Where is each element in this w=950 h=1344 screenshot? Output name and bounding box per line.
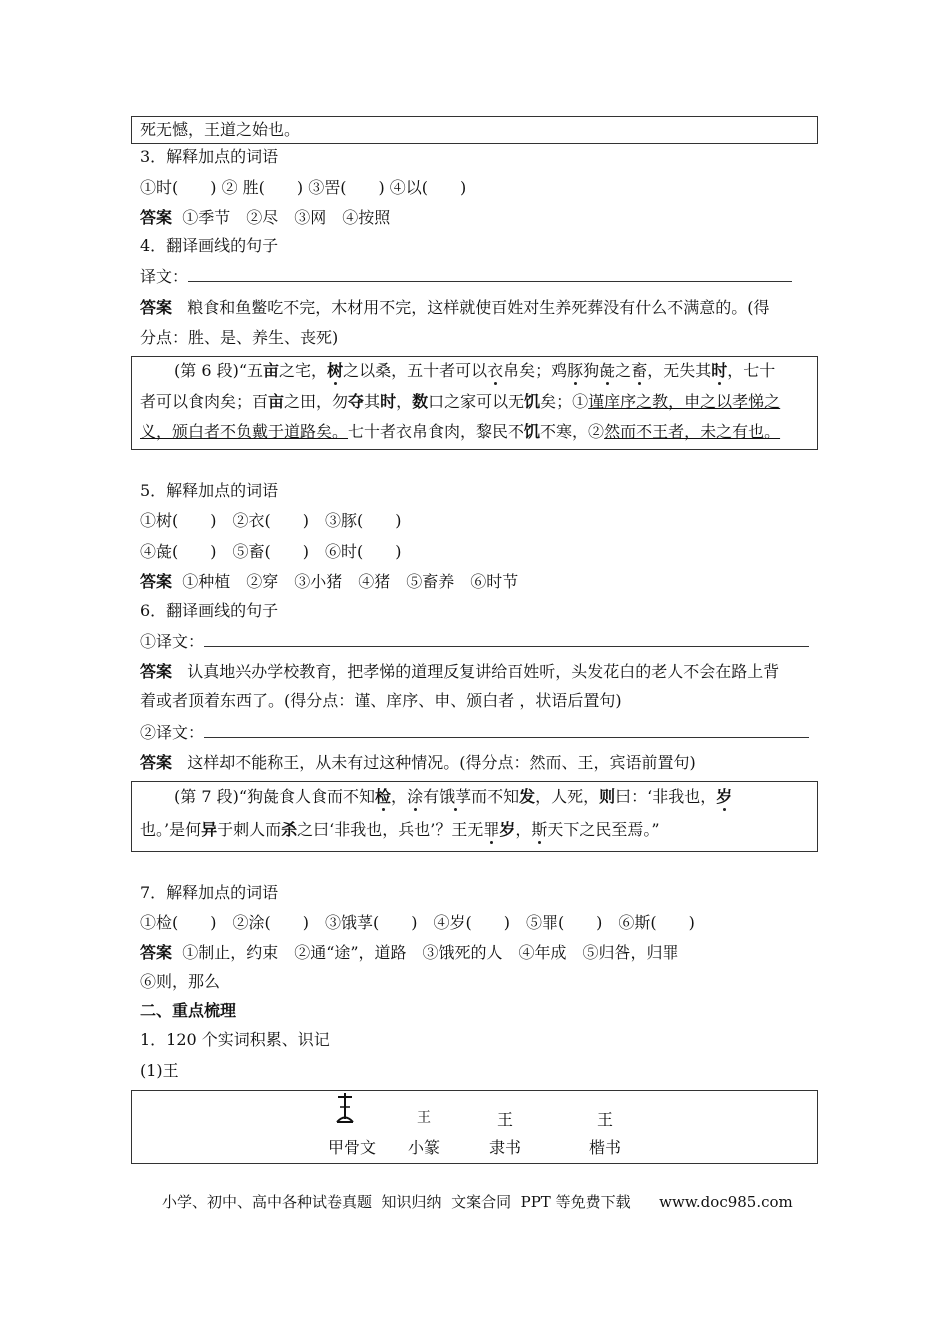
p6-text: 之 [615,361,632,380]
answer-label: 答案 [140,572,173,591]
q6-title: 6．翻译画线的句子 [140,601,279,620]
page-footer: 小学、初中、高中各种试卷真题 知识归纳 文案合同 PPT 等免费下载 www.doc985.com [162,1193,793,1211]
q5-items-2: ④彘( ) ⑤畜( ) ⑥时( ) [140,542,402,561]
p7-dotted-word: 检 [375,787,392,806]
box-top-text: 死无憾，王道之始也。 [140,120,301,139]
p7-bold: 杀 [281,820,298,839]
q4-title: 4．翻译画线的句子 [140,236,279,255]
p7-text: 有 [423,787,440,806]
p7-text: ， [391,787,408,806]
p7-text: ，人死， [535,787,600,806]
q6-answer-1b: 着或者顶着东西了。(得分点：谨、庠序、申、颁白者 ，状语后置句) [140,691,622,710]
p6-text: 口之家可以无 [428,392,525,411]
answer-blank[interactable] [204,631,809,647]
answer-text: ①制止，约束 ②通“途”，道路 ③饿死的人 ④年成 ⑤归咎，归罪 [182,943,679,962]
p7-text: 而不知 [471,787,520,806]
p7-dotted-word: 岁 [716,787,733,806]
translation-prompt: ②译文： [140,723,205,742]
p7-bold: 异 [201,820,218,839]
label-seal: 小篆 [407,1138,440,1157]
section-sub-2: (1)王 [140,1061,179,1080]
p6-text: ，七十 [727,361,776,380]
p7-dotted-word: 饿莩 [439,787,472,806]
q5-title: 5．解释加点的词语 [140,481,279,500]
script-forms-box [131,1090,818,1164]
p6-text: 帛矣；鸡 [503,361,568,380]
label-regular: 楷书 [588,1138,621,1157]
answer-label: 答案 [140,943,173,962]
answer-text: 这样却不能称王，从未有过这种情况。(得分点：然而、王，宾语前置句) [187,753,696,772]
p6-line-3 [140,421,780,443]
q7-title: 7．解释加点的词语 [140,883,279,902]
q6-answer-2 [140,752,696,774]
regular-script-glyph: 王 [596,1110,613,1129]
section-heading: 二、重点梳理 [140,1001,237,1020]
p6-dotted-word: 彘 [599,361,616,380]
p6-underlined-sentence: 义，颁白者不负戴于道路矣。 [140,422,349,441]
p6-dotted-word: 豚 [567,361,584,380]
p6-line-2 [140,391,780,413]
answer-blank[interactable] [188,266,792,282]
oracle-bone-glyph [330,1093,360,1129]
p7-bold: 则 [599,787,616,806]
q7-items: ①检( ) ②涂( ) ③饿莩( ) ④岁( ) ⑤罪( ) ⑥斯( ) [140,913,695,932]
answer-label: 答案 [140,298,173,317]
p6-line-1 [174,360,775,382]
q3-items: ①时( ) ② 胜( ) ③罟( ) ④以( ) [140,178,467,197]
clerical-script-glyph: 王 [496,1110,513,1129]
top-text-box [131,116,818,144]
p6-text: 之宅， [279,361,328,380]
p6-text: 其 [364,392,381,411]
p6-text: 之以桑，五十者可以 [343,361,488,380]
p6-text: 之田，勿 [284,392,349,411]
p6-bold: 饥 [524,422,541,441]
q7-answer-2: ⑥则，那么 [140,972,221,991]
translation-prompt: 译文： [140,267,189,286]
seal-script-glyph: 王 [417,1110,431,1126]
q4-answer-1 [140,297,770,319]
q3-title: 3．解释加点的词语 [140,147,279,166]
p6-text: 矣；① [540,392,589,411]
p6-bold: 夺 [348,392,365,411]
p6-dotted-word: 树 [327,361,344,380]
p7-text: 也。’是何 [140,820,202,839]
p7-dotted-word: 斯 [531,820,548,839]
section-sub-1: 1．120 个实词积累、识记 [140,1030,330,1049]
p6-dotted-word: 时 [711,361,728,380]
p7-line-1 [174,786,732,808]
oracle-bone-wang-icon [335,1093,355,1125]
p7-text: 于刺人而 [217,820,282,839]
answer-text: ①季节 ②尽 ③网 ④按照 [182,208,391,227]
answer-label: 答案 [140,662,173,681]
label-oracle-bone: 甲骨文 [327,1138,376,1157]
answer-blank[interactable] [204,722,809,738]
p6-bold: 数 [412,392,429,411]
label-clerical: 隶书 [488,1138,521,1157]
p6-bold: 亩 [268,392,285,411]
p7-text: (第 7 段)“狗彘食人食而不知 [174,787,376,806]
q5-answer [140,571,518,593]
paragraph-7-box [131,781,818,852]
p6-underlined-sentence: 谨庠序之教，申之以孝悌之 [588,392,781,411]
q6-translation-2 [140,722,809,744]
paragraph-6-box [131,356,818,450]
p6-text: 者可以食肉矣；百 [140,392,269,411]
p7-dotted-word: 涂 [407,787,424,806]
p7-bold: 发 [519,787,536,806]
answer-text: ①种植 ②穿 ③小猪 ④猪 ⑤畜养 ⑥时节 [182,572,519,591]
answer-label: 答案 [140,208,173,227]
p6-text: ，无失其 [647,361,712,380]
q6-answer-1a [140,661,779,683]
p6-text: 七十者衣帛食肉，黎民不 [348,422,525,441]
p7-line-2 [140,819,660,841]
q4-answer-2: 分点：胜、是、养生、丧死) [140,328,339,347]
p7-text: 曰：‘非我也， [615,787,717,806]
p7-dotted-word: 罪 [483,820,500,839]
translation-prompt: ①译文： [140,632,205,651]
p6-bold: 饥 [524,392,541,411]
answer-label: 答案 [140,753,173,772]
q5-items-1: ①树( ) ②衣( ) ③豚( ) [140,511,402,530]
answer-text: 粮食和鱼鳖吃不完，木材用不完，这样就使百姓对生养死葬没有什么不满意的。(得 [187,298,770,317]
p6-bold: 时 [380,392,397,411]
p7-text: 之曰‘非我也，兵也’？王无 [297,820,484,839]
q4-translation-line [140,266,792,288]
p6-text: 狗 [583,361,600,380]
p6-underlined-sentence: 然而不王者，未之有也。 [604,422,781,441]
p6-dotted-word: 畜 [631,361,648,380]
p7-text: 天下之民至焉。” [547,820,660,839]
p7-text: ， [515,820,532,839]
p6-text: (第 6 段)“五 [174,361,264,380]
q3-answer [140,207,390,229]
q6-translation-1 [140,631,809,653]
p6-dotted-word: 衣 [487,361,504,380]
p7-bold: 岁 [499,820,516,839]
p6-text: ， [396,392,413,411]
p6-text: 不寒，② [540,422,605,441]
p6-bold: 亩 [263,361,280,380]
q7-answer-1 [140,942,679,964]
answer-text: 认真地兴办学校教育，把孝悌的道理反复讲给百姓听，头发花白的老人不会在路上背 [187,662,780,681]
